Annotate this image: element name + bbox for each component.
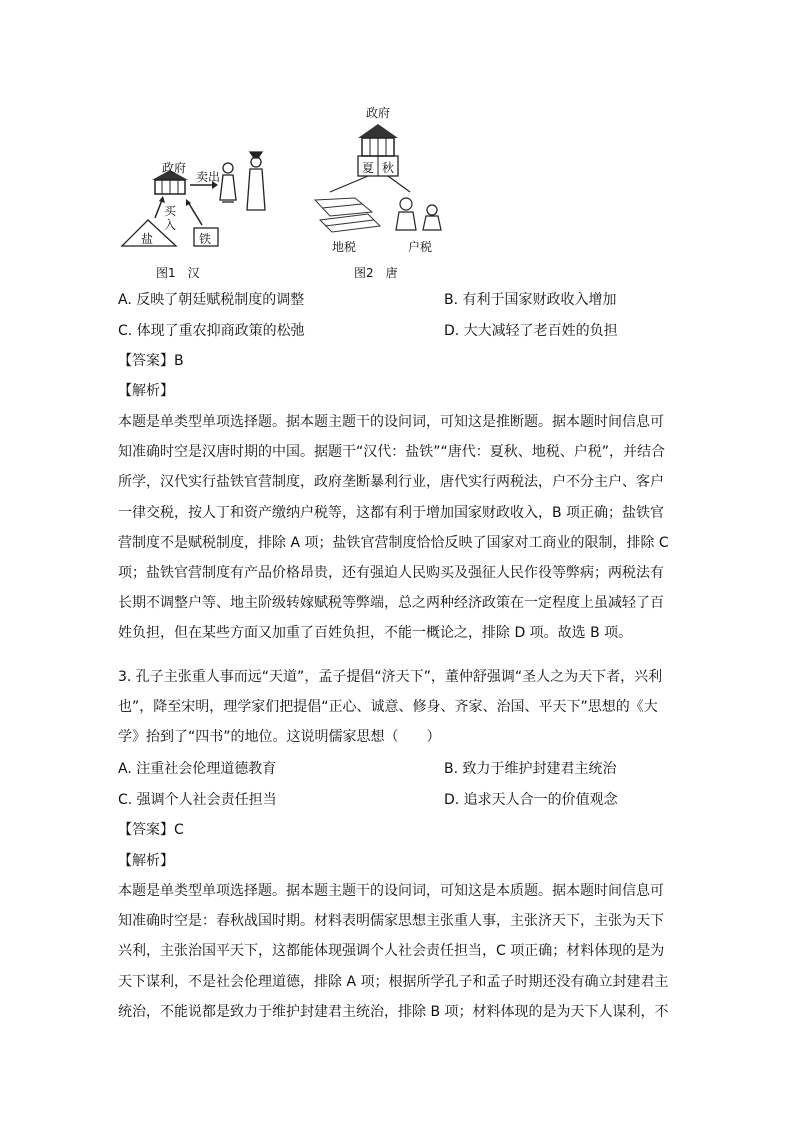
- q3-stem-line: 3. 孔子主张重人事而远“天道”，孟子提倡“济天下”，董仲舒强调“圣人之为天下者，兴利: [118, 669, 663, 685]
- fig1-government-label: 政府: [162, 161, 187, 175]
- q2-analysis-text: [118, 407, 678, 649]
- q2-option-c: C. 体现了重农抑商政策的松弛: [118, 323, 305, 339]
- fig1-salt-label: 盐: [141, 232, 154, 246]
- q2-analysis-tag: 【解析】: [118, 383, 174, 399]
- q2-answer: 【答案】B: [118, 353, 184, 369]
- q2-analysis-line: 知准确时空是汉唐时期的中国。据题干“汉代：盐铁”“唐代：夏秋、地税、户税”，并结合: [118, 444, 666, 461]
- q2-analysis-line: 本题是单类型单项选择题。据本题主题干的设问词，可知这是推断题。据本题时间信息可: [118, 414, 664, 430]
- fig2-government-label: 政府: [366, 106, 391, 120]
- fig1-buy-label: 买入: [164, 204, 177, 232]
- q3-analysis-text: [118, 876, 678, 1027]
- q3-option-d: D. 追求天人合一的价值观念: [444, 792, 618, 808]
- household-people-icon: [396, 198, 441, 230]
- merchants-figure-icon: [220, 152, 265, 210]
- q3-stem-line: 也”，降至宋明，理学家们把提倡“正心、诚意、修身、齐家、治国、平天下”思想的《大: [118, 699, 658, 716]
- q3-analysis-line: 天下谋利，不是社会伦理道德，排除 A 项；根据所学孔子和孟子时期还没有确立封建君主: [118, 973, 669, 990]
- fig2-land-tax-label: 地税: [332, 240, 357, 254]
- fig1-sell-label: 卖出: [196, 170, 221, 184]
- q2-analysis-line: 长期不调整户等、地主阶级转嫁赋税等弊端，总之两种经济政策在一定程度上虽减轻了百: [118, 595, 664, 612]
- q3-analysis-line: 统治，不能说都是致力于维护封建君主统治，排除 B 项；材料体现的是为天下人谋利，不: [118, 1003, 669, 1020]
- q3-option-a: A. 注重社会伦理道德教育: [118, 761, 277, 777]
- q2-option-a: A. 反映了朝廷赋税制度的调整: [118, 292, 305, 308]
- figure-drawing: [110, 100, 450, 280]
- q3-stem: [118, 662, 678, 753]
- q3-option-c: C. 强调个人社会责任担当: [118, 792, 277, 808]
- fig2-summer-label: 夏: [362, 161, 375, 175]
- q3-option-b: B. 致力于维护封建君主统治: [444, 761, 617, 777]
- q2-analysis-line: 项；盐铁官营制度有产品价格昂贵，还有强迫人民购买及强征人民作役等弊病；两税法有: [118, 565, 664, 582]
- fig2-autumn-label: 秋: [382, 161, 395, 175]
- q2-option-b: B. 有利于国家财政收入增加: [444, 292, 617, 308]
- q2-option-d: D. 大大减轻了老百姓的负担: [444, 323, 618, 339]
- fig2-caption: 图2 唐: [354, 266, 398, 280]
- farmland-icon: [315, 198, 380, 232]
- q3-analysis-line: 本题是单类型单项选择题。据本题主题干的设问词，可知这是本质题。据本题时间信息可: [118, 883, 664, 899]
- tax-illustration-figure: [110, 100, 450, 280]
- q3-analysis-line: 知准确时空是：春秋战国时期。材料表明儒家思想主张重人事，主张济天下，主张为天下: [118, 913, 664, 930]
- q3-answer: 【答案】C: [118, 822, 184, 838]
- q3-analysis-tag: 【解析】: [118, 853, 174, 869]
- q3-analysis-line: 兴利，主张治国平天下，这都能体现强调个人社会责任担当，C 项正确；材料体现的是为: [118, 943, 665, 960]
- fig1-caption: 图1 汉: [156, 266, 200, 280]
- q2-analysis-line: 所学，汉代实行盐铁官营制度，政府垄断暴利行业，唐代实行两税法，户不分主户、客户: [118, 474, 664, 491]
- q2-analysis-line: 营制度不是赋税制度，排除 A 项；盐铁官营制度恰恰反映了国家对工商业的限制，排除 C: [118, 534, 669, 551]
- q2-analysis-line: 一律交税，按人丁和资产缴纳户税等，这都有利于增加国家财政收入，B 项正确；盐铁官: [118, 504, 665, 521]
- q3-stem-line: 学》抬到了“四书”的地位。这说明儒家思想（ ）: [118, 729, 441, 746]
- q2-analysis-line: 姓负担，但在某些方面又加重了百姓负担，不能一概论之，排除 D 项。故选 B 项。: [118, 625, 633, 642]
- fig2-household-tax-label: 户税: [408, 240, 433, 254]
- fig1-iron-label: 铁: [199, 232, 212, 246]
